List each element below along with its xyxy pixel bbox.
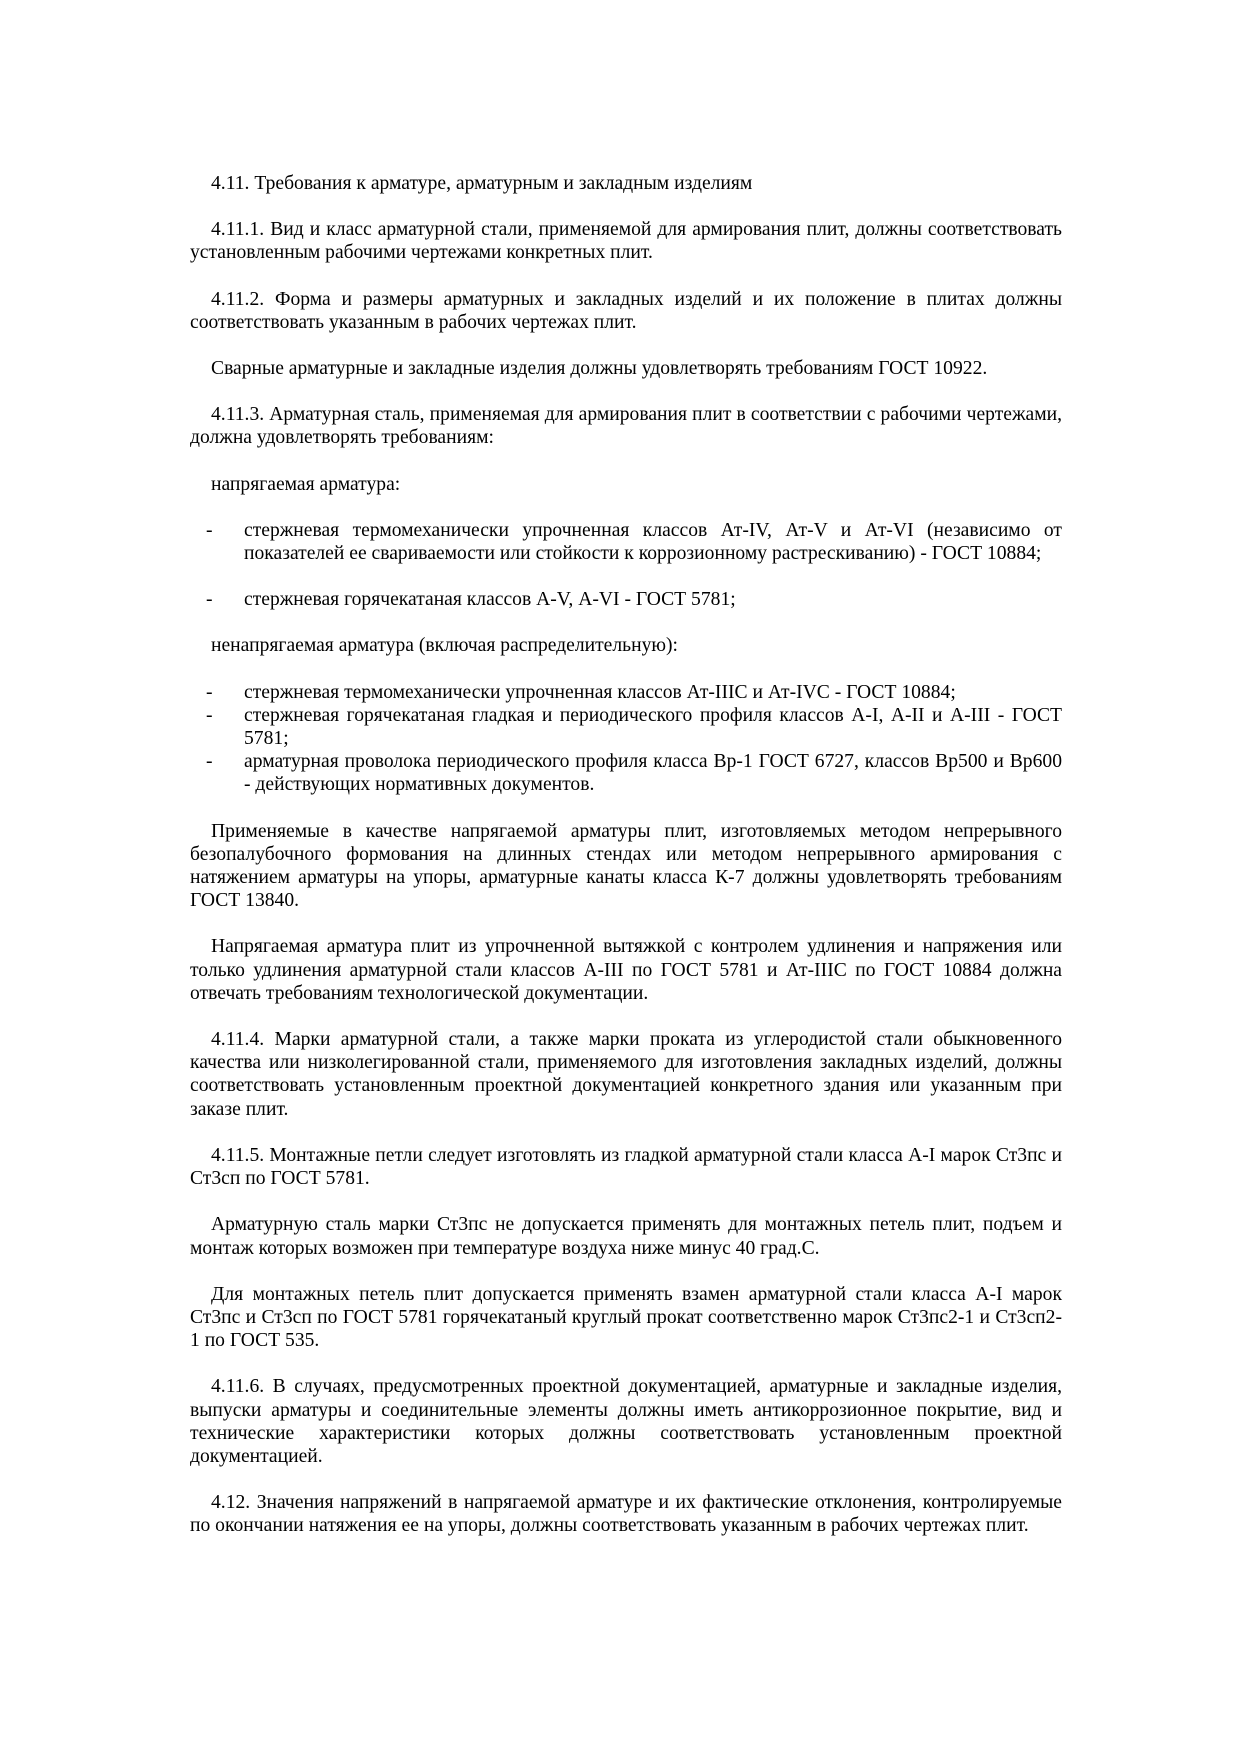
paragraph-stretched-reinforcement: Напрягаемая арматура плит из упрочненной вытяжкой с контролем удлинения и напряжения или только удлинения арматурной стали классов А-III по ГОСТ 5781 и Ат-IIIС по ГОСТ 10884 должна отвечать требованиям технологической документации. <box>190 936 1062 1004</box>
paragraph-4-11-5: 4.11.5. Монтажные петли следует изготовлять из гладкой арматурной стали класса А-I марок Ст3пс и Ст3сп по ГОСТ 5781. <box>190 1144 1062 1190</box>
dash-bullet: - <box>206 519 213 541</box>
paragraph-welded-products: Сварные арматурные и закладные изделия должны удовлетворять требованиям ГОСТ 10922. <box>211 358 988 380</box>
list-item-text: стержневая термомеханически упрочненная классов Ат-IIIС и Ат-IVС - ГОСТ 10884; <box>244 681 956 703</box>
list-item <box>190 681 1062 704</box>
document-page <box>190 172 1062 1561</box>
list-item-text: стержневая горячекатаная гладкая и периодического профиля классов А-I, А-II и А-III - ГОСТ 5781; <box>244 704 1062 750</box>
list-item-text: стержневая термомеханически упрочненная классов Ат-IV, Ат-V и Ат-VI (независимо от показателей ее свариваемости или стойкости к коррозионному растрескиванию) - ГОСТ 10884; <box>244 519 1062 565</box>
paragraph-4-11-4: 4.11.4. Марки арматурной стали, а также марки проката из углеродистой стали обыкновенного качества или низколегированной стали, применяемого для изготовления закладных изделий, должны соответствовать установленным проектной документацией конкретного здания или указанным при заказе плит. <box>190 1029 1062 1120</box>
paragraph-4-11-3: 4.11.3. Арматурная сталь, применяемая для армирования плит в соответствии с рабочими чертежами, должна удовлетворять требованиям: <box>190 404 1062 449</box>
list-item <box>190 588 1062 611</box>
list-item <box>190 750 1062 796</box>
paragraph-ropes-k7: Применяемые в качестве напрягаемой арматуры плит, изготовляемых методом непрерывного безопалубочного формования на длинных стендах или методом непрерывного армирования с натяжением арматуры на упоры, арматурные канаты класса К-7 должны удовлетворять требованиям ГОСТ 13840. <box>190 820 1062 912</box>
list-item <box>190 519 1062 565</box>
list-item <box>190 704 1062 750</box>
paragraph-mounting-loops-alternative: Для монтажных петель плит допускается применять взамен арматурной стали класса А-I марок Ст3пс и Ст3сп по ГОСТ 5781 горячекатаный круглый прокат соответственно марок Ст3пс2-1 и Ст3сп2-1 по ГОСТ 535. <box>190 1283 1062 1352</box>
paragraph-non-prestressed-heading: ненапрягаемая арматура (включая распределительную): <box>211 635 678 657</box>
prestressed-list <box>190 519 1062 612</box>
section-heading-4-11: 4.11. Требования к арматуре, арматурным и закладным изделиям <box>211 173 753 194</box>
paragraph-4-12: 4.12. Значения напряжений в напрягаемой арматуре и их фактические отклонения, контролируемые по окончании натяжения ее на упоры, должны соответствовать указанным в рабочих чертежах плит. <box>190 1492 1062 1537</box>
paragraph-4-11-1: 4.11.1. Вид и класс арматурной стали, применяемой для армирования плит, должны соответствовать установленным рабочими чертежами конкретных плит. <box>190 219 1062 264</box>
dash-bullet: - <box>206 704 213 726</box>
list-item-text: арматурная проволока периодического профиля класса Вр-1 ГОСТ 6727, классов Вр500 и Вр600 - действующих нормативных документов. <box>244 751 1062 796</box>
paragraph-4-11-2: 4.11.2. Форма и размеры арматурных и закладных изделий и их положение в плитах должны соответствовать указанным в рабочих чертежах плит. <box>190 288 1062 333</box>
dash-bullet: - <box>206 589 213 611</box>
paragraph-prestressed-heading: напрягаемая арматура: <box>211 473 401 495</box>
paragraph-4-11-6: 4.11.6. В случаях, предусмотренных проектной документацией, арматурные и закладные изделия, выпуски арматуры и соединительные элементы должны иметь антикоррозионное покрытие, вид и технические характеристики которых должны соответствовать установленным проектной документацией. <box>190 1376 1062 1467</box>
dash-bullet: - <box>206 681 213 703</box>
dash-bullet: - <box>206 751 213 773</box>
list-item-text: стержневая горячекатаная классов А-V, А-VI - ГОСТ 5781; <box>244 589 736 611</box>
paragraph-st3ps-restriction: Арматурную сталь марки Ст3пс не допускается применять для монтажных петель плит, подъем и монтаж которых возможен при температуре воздуха ниже минус 40 град.С. <box>190 1214 1062 1259</box>
non-prestressed-list <box>190 681 1062 797</box>
